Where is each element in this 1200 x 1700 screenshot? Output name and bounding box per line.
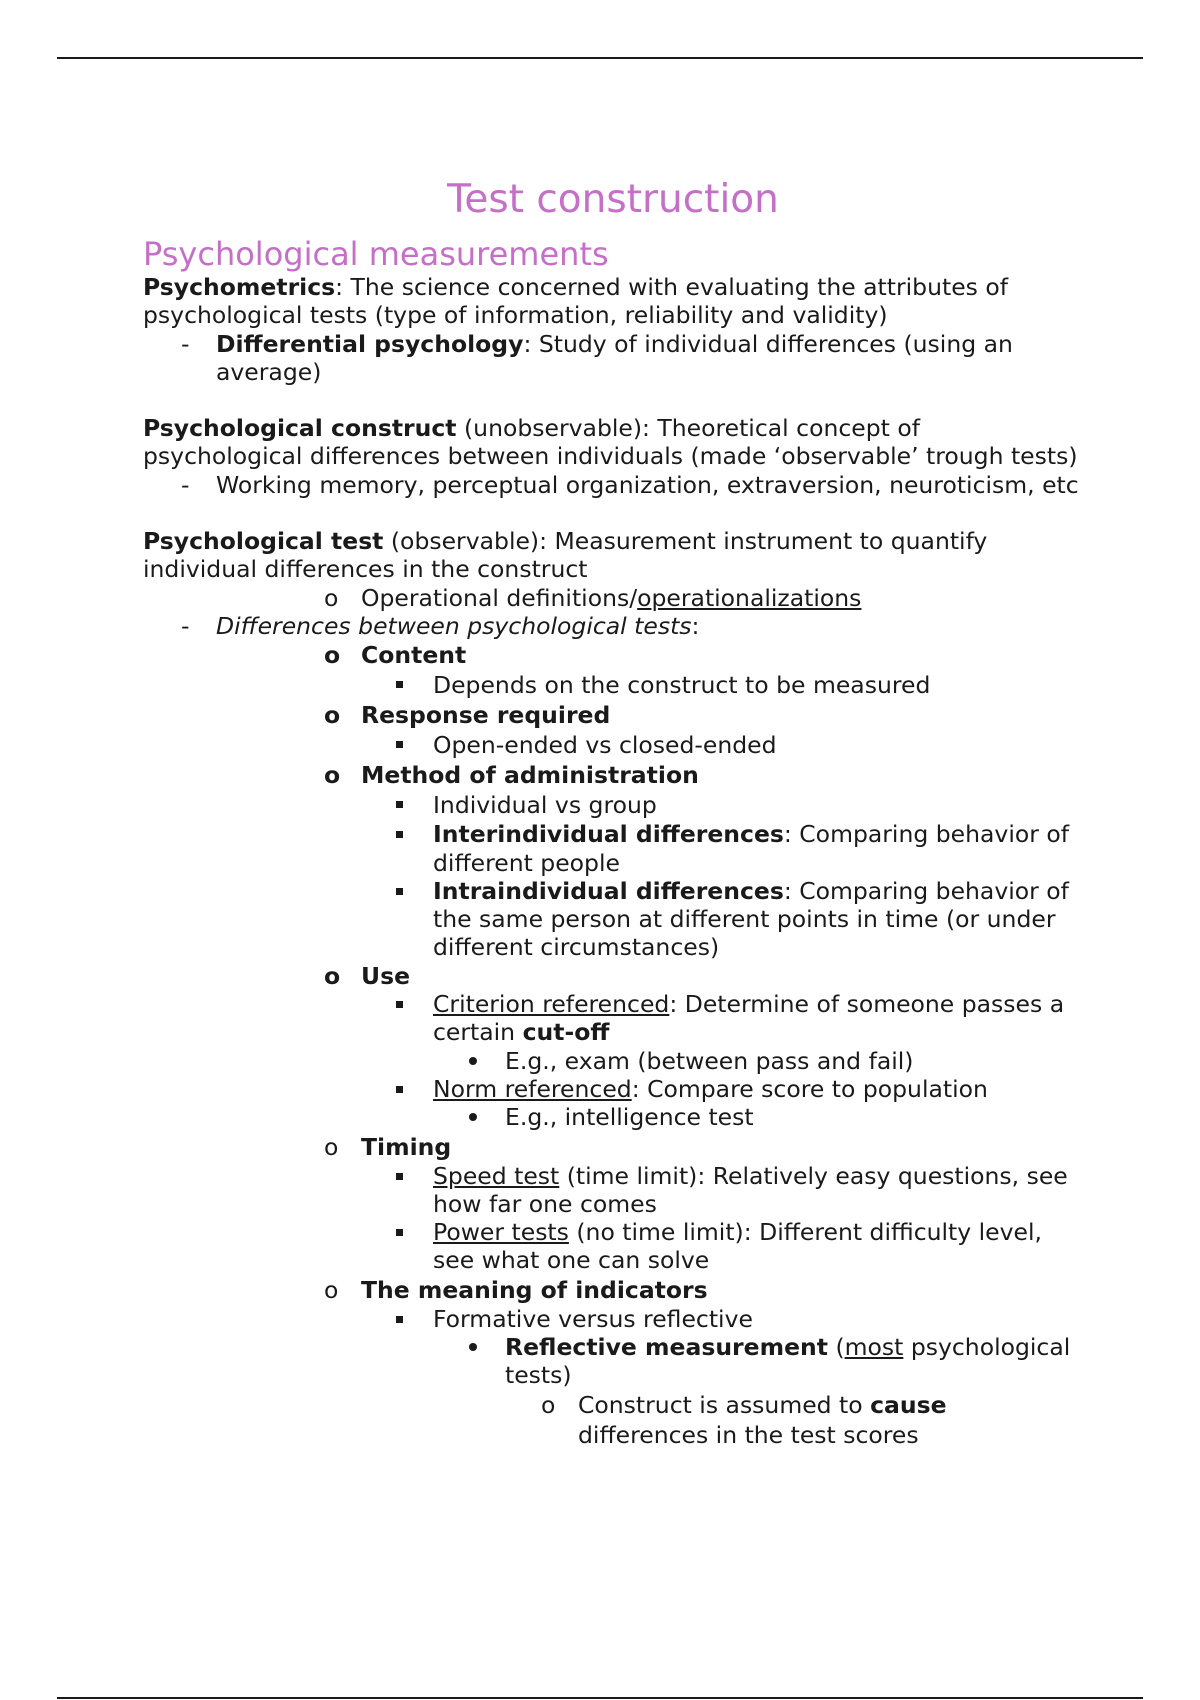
list-item: [143, 1275, 1083, 1305]
cause-pre: Construct is assumed to: [578, 1390, 871, 1419]
term-norm-referenced: Norm referenced: [433, 1074, 632, 1103]
term-construct: Psychological construct: [143, 414, 457, 443]
list-item: [143, 700, 1083, 730]
square-bullet-icon: [396, 1162, 403, 1180]
differential-definition: : Study of individual differences (using an average): [216, 329, 1013, 386]
square-bullet-icon: [396, 730, 403, 748]
square-bullet-icon: [396, 1305, 403, 1323]
list-item: [143, 790, 1083, 820]
dash-marker: -: [181, 329, 190, 358]
page-title: Test construction: [447, 177, 779, 222]
term-differential-psychology: Differential psychology: [216, 329, 524, 358]
list-item: [143, 1047, 1083, 1075]
list-item: [143, 330, 1083, 387]
circle-marker: o: [324, 1275, 339, 1304]
list-item: [143, 1103, 1083, 1131]
spacer: [143, 386, 1083, 414]
term-test: Psychological test: [143, 527, 384, 556]
circle-marker: o: [324, 641, 341, 670]
psychometrics-definition: : The science concerned with evaluating the attributes of psychological tests (type of information, reliability and validity): [143, 273, 1009, 330]
round-bullet-icon: [469, 1333, 477, 1351]
list-item: [143, 990, 1083, 1047]
term-reflective-measurement: Reflective measurement: [505, 1333, 828, 1362]
term-interindividual: Interindividual differences: [433, 820, 784, 849]
circle-marker: o: [541, 1390, 556, 1419]
square-bullet-icon: [396, 1218, 403, 1236]
term-power-tests: Power tests: [433, 1218, 569, 1247]
list-item: [143, 670, 1083, 700]
list-item: [143, 1075, 1083, 1103]
cause-bold: cause: [870, 1390, 947, 1419]
term-speed-test: Speed test: [433, 1161, 560, 1190]
list-item: [143, 877, 1083, 962]
circle-marker: o: [324, 701, 341, 730]
test-qualifier: (observable): [383, 527, 540, 556]
method-item: Individual vs group: [433, 791, 657, 820]
list-item: [143, 1162, 1083, 1219]
opdef-text: Operational definitions/: [361, 583, 638, 612]
circle-marker: o: [324, 961, 341, 990]
spacer: [143, 499, 1083, 527]
square-bullet-icon: [396, 790, 403, 808]
method-label: Method of administration: [361, 761, 699, 790]
speed-definition: (time limit): Relatively easy questions, see how far one comes: [433, 1161, 1068, 1218]
circle-marker: o: [324, 583, 339, 612]
reflective-pre: (: [827, 1333, 845, 1362]
content-item: Depends on the construct to be measured: [433, 671, 931, 700]
square-bullet-icon: [396, 1075, 403, 1093]
list-item: [143, 962, 1083, 990]
reflective-most: most: [844, 1333, 904, 1362]
list-item: [143, 820, 1083, 877]
differences-label: Differences between psychological tests: [216, 611, 692, 640]
opdef-underlined: operationalizations: [637, 583, 862, 612]
round-bullet-icon: [469, 1103, 477, 1121]
circle-marker: o: [324, 761, 341, 790]
norm-definition: : Compare score to population: [631, 1074, 988, 1103]
list-item: [143, 760, 1083, 790]
response-label: Response required: [361, 701, 611, 730]
cut-off-text: cut-off: [522, 1018, 610, 1047]
power-definition: (no time limit): Different difficulty level, see what one can solve: [433, 1218, 1043, 1275]
cause-post: differences in the test scores: [578, 1420, 919, 1449]
round-bullet-icon: [469, 1047, 477, 1065]
list-item: [143, 1218, 1083, 1275]
square-bullet-icon: [396, 820, 403, 838]
list-item: [143, 640, 1083, 670]
norm-example: E.g., intelligence test: [505, 1103, 754, 1132]
list-item: [143, 730, 1083, 760]
document-body: [143, 176, 1083, 1450]
bottom-rule: [57, 1697, 1143, 1699]
dash-marker: -: [181, 470, 190, 499]
construct-examples: Working memory, perceptual organization, extraversion, neuroticism, etc: [216, 470, 1079, 499]
construct-qualifier: (unobservable): [456, 414, 643, 443]
list-item: [143, 584, 1083, 612]
indicators-label: The meaning of indicators: [361, 1275, 708, 1304]
list-item: [143, 471, 1083, 499]
interindividual-definition: : Comparing behavior of different people: [433, 820, 1070, 877]
square-bullet-icon: [396, 990, 403, 1008]
content-label: Content: [361, 641, 467, 670]
construct-definition: : Theoretical concept of psychological differences between individuals (made ‘observable’ trough tests): [143, 414, 1078, 471]
square-bullet-icon: [396, 877, 403, 895]
circle-marker: o: [324, 1132, 339, 1161]
intraindividual-definition: : Comparing behavior of the same person at different points in time (or under different circumstances): [433, 876, 1069, 962]
list-item: [143, 1305, 1083, 1333]
list-item: [143, 1333, 1083, 1390]
criterion-example: E.g., exam (between pass and fail): [505, 1046, 914, 1075]
timing-label: Timing: [361, 1132, 452, 1161]
term-intraindividual: Intraindividual differences: [433, 876, 784, 905]
test-paragraph: [143, 527, 1083, 584]
list-item: [143, 1390, 1083, 1450]
test-definition: : Measurement instrument to quantify individual differences in the construct: [143, 527, 988, 584]
response-item: Open-ended vs closed-ended: [433, 731, 777, 760]
section-heading: Psychological measurements: [143, 235, 609, 273]
top-rule: [57, 57, 1143, 59]
term-psychometrics: Psychometrics: [143, 273, 336, 301]
list-item: [143, 1132, 1083, 1162]
term-criterion-referenced: Criterion referenced: [433, 990, 670, 1019]
construct-paragraph: [143, 414, 1083, 471]
list-item: [143, 612, 1083, 640]
reflective-post: psychological tests): [505, 1333, 1071, 1390]
psychometrics-paragraph: [143, 273, 1083, 330]
dash-marker: -: [181, 611, 190, 640]
square-bullet-icon: [396, 670, 403, 688]
criterion-definition: : Determine of someone passes a certain: [433, 990, 1065, 1047]
indicators-item: Formative versus reflective: [433, 1304, 753, 1333]
use-label: Use: [361, 961, 411, 990]
differences-colon: :: [691, 611, 700, 640]
